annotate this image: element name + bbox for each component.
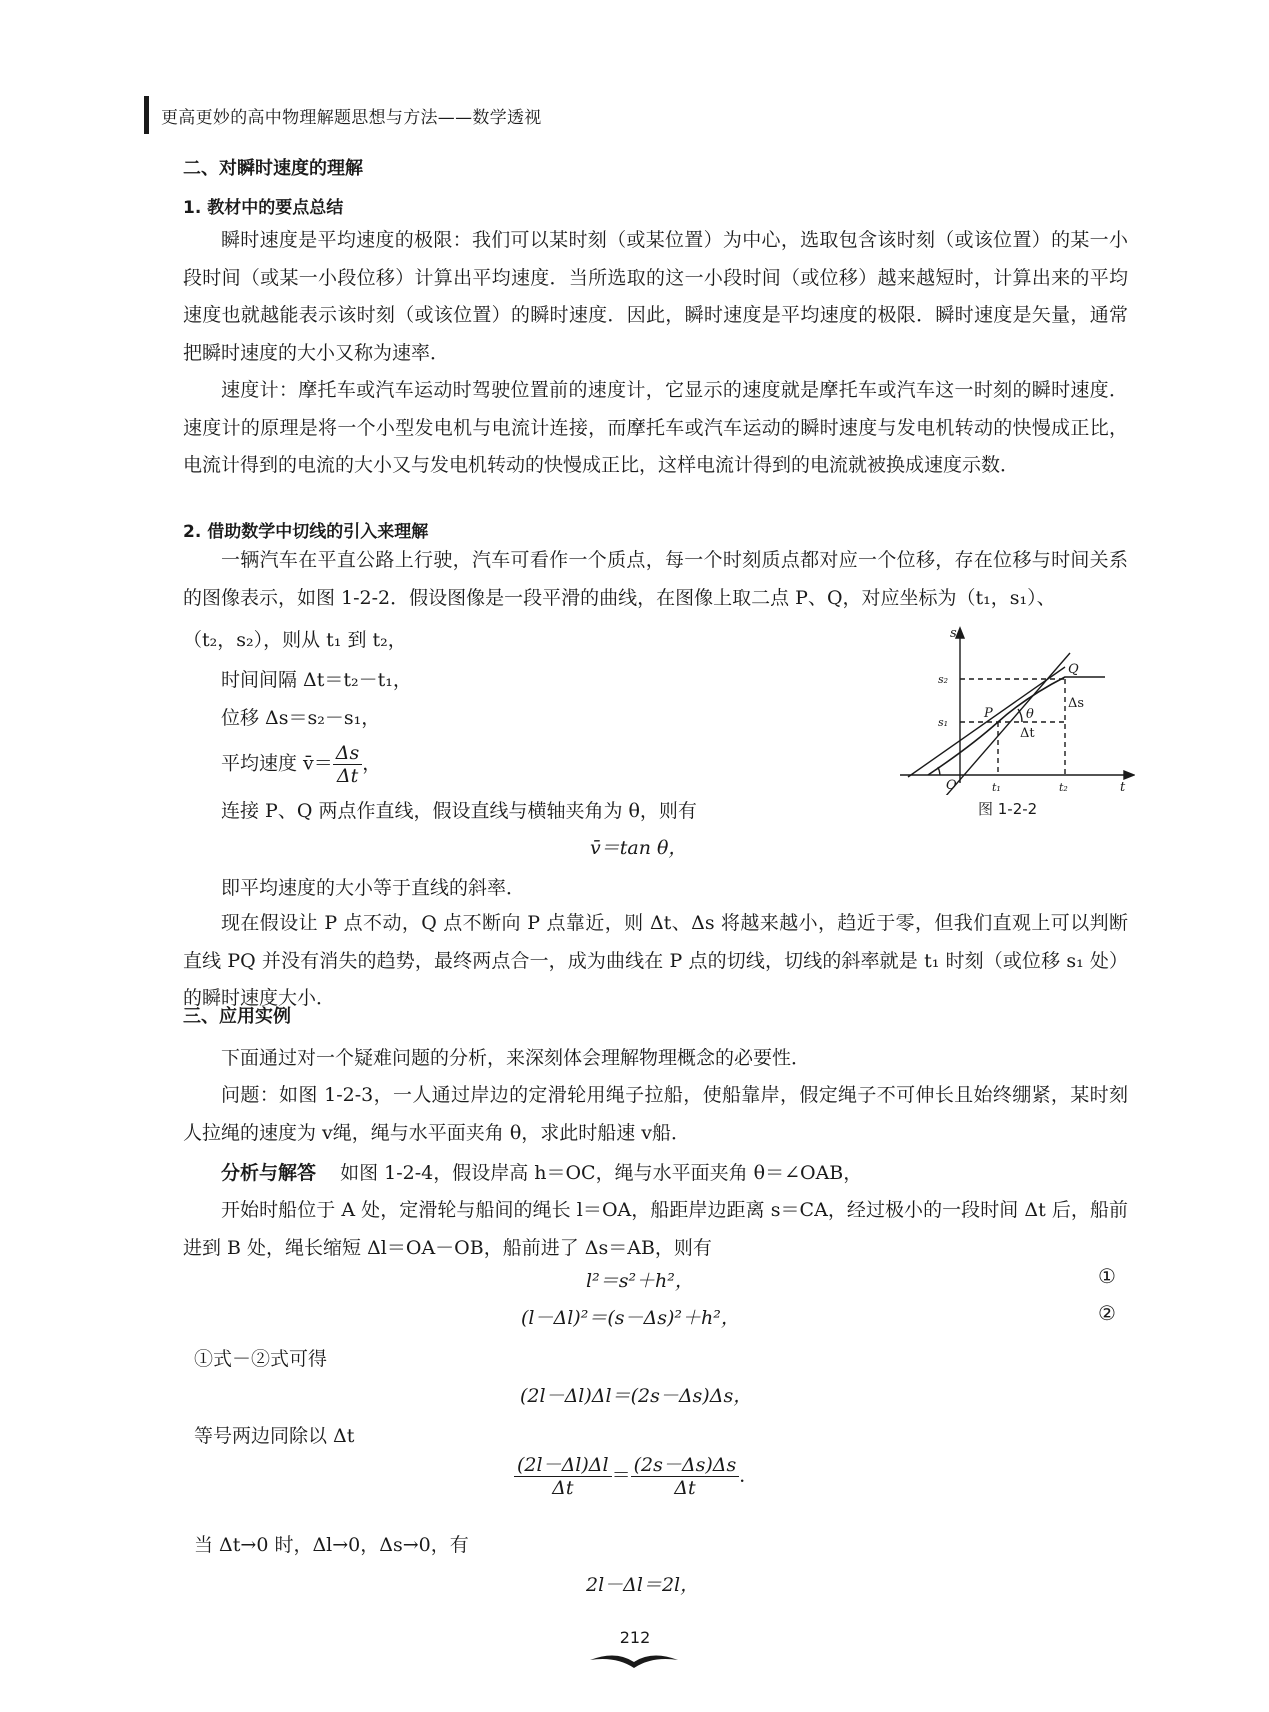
paragraph-speedometer: 速度计：摩托车或汽车运动时驾驶位置前的速度计，它显示的速度就是摩托车或汽车这一时刻的瞬时速度．速度计的原理是将一个小型发电机与电流计连接，而摩托车或汽车运动的瞬时速度与发电机转动的快慢成正比，电流计得到的电流的大小又与发电机转动的快慢成正比，这样电流计得到的电流就被换成速度示数． [183, 379, 1128, 476]
figure-s-t-graph [890, 625, 1135, 795]
equation-1: l²＝s²＋h²， [586, 1270, 694, 1292]
left-numerator: (2l－Δl)Δl [514, 1454, 612, 1477]
tan-equation: v̄＝tan θ， [590, 837, 688, 859]
equation-1-number: ① [1098, 1264, 1116, 1288]
page-number: 212 [619, 1628, 651, 1647]
paragraph-intro: 下面通过对一个疑难问题的分析，来深刻体会理解物理概念的必要性． [221, 1047, 811, 1069]
right-fraction [631, 1454, 740, 1499]
subtract-line: ①式－②式可得 [194, 1348, 328, 1370]
limit-line: 当 Δt→0 时，Δl→0，Δs→0，有 [194, 1534, 469, 1556]
avg-fraction [333, 742, 362, 787]
theta-arc [1018, 709, 1022, 722]
running-header [144, 98, 542, 132]
left-fraction [514, 1454, 612, 1499]
right-numerator: (2s－Δs)Δs [631, 1454, 740, 1477]
subheading-2: 2. 借助数学中切线的引入来理解 [183, 522, 429, 542]
average-velocity-line [221, 742, 381, 787]
header-bar [144, 96, 149, 134]
origin-label: O [946, 778, 957, 793]
fraction-equation [514, 1454, 758, 1499]
left-denominator: Δt [552, 1477, 574, 1499]
equation-2-number: ② [1098, 1301, 1116, 1325]
equation-3: (2l－Δl)Δl＝(2s－Δs)Δs， [520, 1385, 753, 1407]
book-title: 更高更妙的高中物理解题思想与方法——数学透视 [161, 107, 542, 128]
paragraph-instant-velocity: 瞬时速度是平均速度的极限：我们可以某时刻（或某位置）为中心，选取包含该时刻（或该位置）的某一小段时间（或某一小段位移）计算出平均速度．当所选取的这一小段时间（或位移）越来越短时，计算出来的平均速度也就越能表示该时刻（或该位置）的瞬时速度．因此，瞬时速度是平均速度的极限．瞬时速度是矢量，通常把瞬时速度的大小又称为速率． [183, 229, 1128, 364]
t-axis-label: t [1120, 780, 1126, 795]
equation-2: (l－Δl)²＝(s－Δs)²＋h²， [521, 1307, 740, 1329]
t1-label: t₁ [992, 781, 1001, 794]
paragraph-car-graph: 一辆汽车在平直公路上行驶，汽车可看作一个质点，每一个时刻质点都对应一个位移，存在位移与时间关系的图像表示，如图 1-2-2．假设图像是一段平滑的曲线，在图像上取二点 P、Q，对应坐标为（t₁，s₁）、 [183, 549, 1128, 609]
slope-line: 即平均速度的大小等于直线的斜率． [221, 877, 526, 899]
section-heading-2: 二、对瞬时速度的理解 [183, 158, 363, 179]
s-t-curve [928, 677, 1105, 775]
analysis-label: 分析与解答 [221, 1162, 317, 1184]
theta-label: θ [1026, 707, 1034, 722]
fraction-tail: ． [739, 1464, 759, 1487]
delta-s-label: Δs [1068, 696, 1085, 711]
subheading-1: 1. 教材中的要点总结 [183, 198, 344, 218]
s-axis-arrow [956, 628, 964, 638]
right-denominator: Δt [674, 1477, 696, 1499]
avg-numerator: Δs [333, 742, 362, 765]
s2-label: s₂ [938, 673, 949, 686]
displacement-line: 位移 Δs＝s₂－s₁， [221, 707, 381, 729]
delta-t-label: Δt [1020, 726, 1035, 741]
avg-tail: ， [362, 752, 382, 775]
figure-caption: 图 1-2-2 [978, 800, 1038, 818]
point-q-label: Q [1068, 662, 1079, 677]
s-axis-label: s [950, 626, 957, 641]
point-p-label: P [984, 706, 993, 721]
divide-line: 等号两边同除以 Δt [194, 1425, 355, 1447]
analysis-line [221, 1158, 862, 1185]
section-heading-3: 三、应用实例 [183, 1006, 291, 1027]
equation-4: 2l－Δl＝2l， [586, 1574, 700, 1596]
connect-pq-line: 连接 P、Q 两点作直线，假设直线与横轴夹角为 θ，则有 [221, 800, 697, 822]
t-axis-arrow [1124, 771, 1134, 779]
paragraph-setup: 开始时船位于 A 处，定滑轮与船间的绳长 l＝OA，船距岸边距离 s＝CA，经过极小的一段时间 Δt 后，船前进到 B 处，绳长缩短 Δl＝OA－OB，船前进了 Δs＝AB，则有 [183, 1199, 1128, 1259]
page-ornament [586, 1650, 682, 1670]
avg-denominator: Δt [336, 765, 359, 787]
time-interval-line: 时间间隔 Δt＝t₂－t₁， [221, 669, 412, 691]
analysis-text: 如图 1-2-4，假设岸高 h＝OC，绳与水平面夹角 θ＝∠OAB， [340, 1162, 863, 1184]
angle-arc [938, 767, 940, 775]
paragraph-car-graph-cont: （t₂，s₂），则从 t₁ 到 t₂， [183, 629, 407, 651]
secant-line [945, 653, 1070, 795]
fraction-equals: ＝ [611, 1464, 631, 1487]
avg-label: 平均速度 v̄＝ [221, 752, 333, 775]
paragraph-problem: 问题：如图 1-2-3，一人通过岸边的定滑轮用绳子拉船，使船靠岸，假定绳子不可伸长且始终绷紧，某时刻人拉绳的速度为 v绳，绳与水平面夹角 θ，求此时船速 v船． [183, 1084, 1128, 1144]
s1-label: s₁ [938, 716, 949, 729]
t2-label: t₂ [1059, 781, 1068, 794]
paragraph-tangent: 现在假设让 P 点不动，Q 点不断向 P 点靠近，则 Δt、Δs 将越来越小，趋近于零，但我们直观上可以判断直线 PQ 并没有消失的趋势，最终两点合一，成为曲线在 P 点的切线，切线的斜率就是 t₁ 时刻（或位移 s₁ 处）的瞬时速度大小． [183, 912, 1128, 1009]
